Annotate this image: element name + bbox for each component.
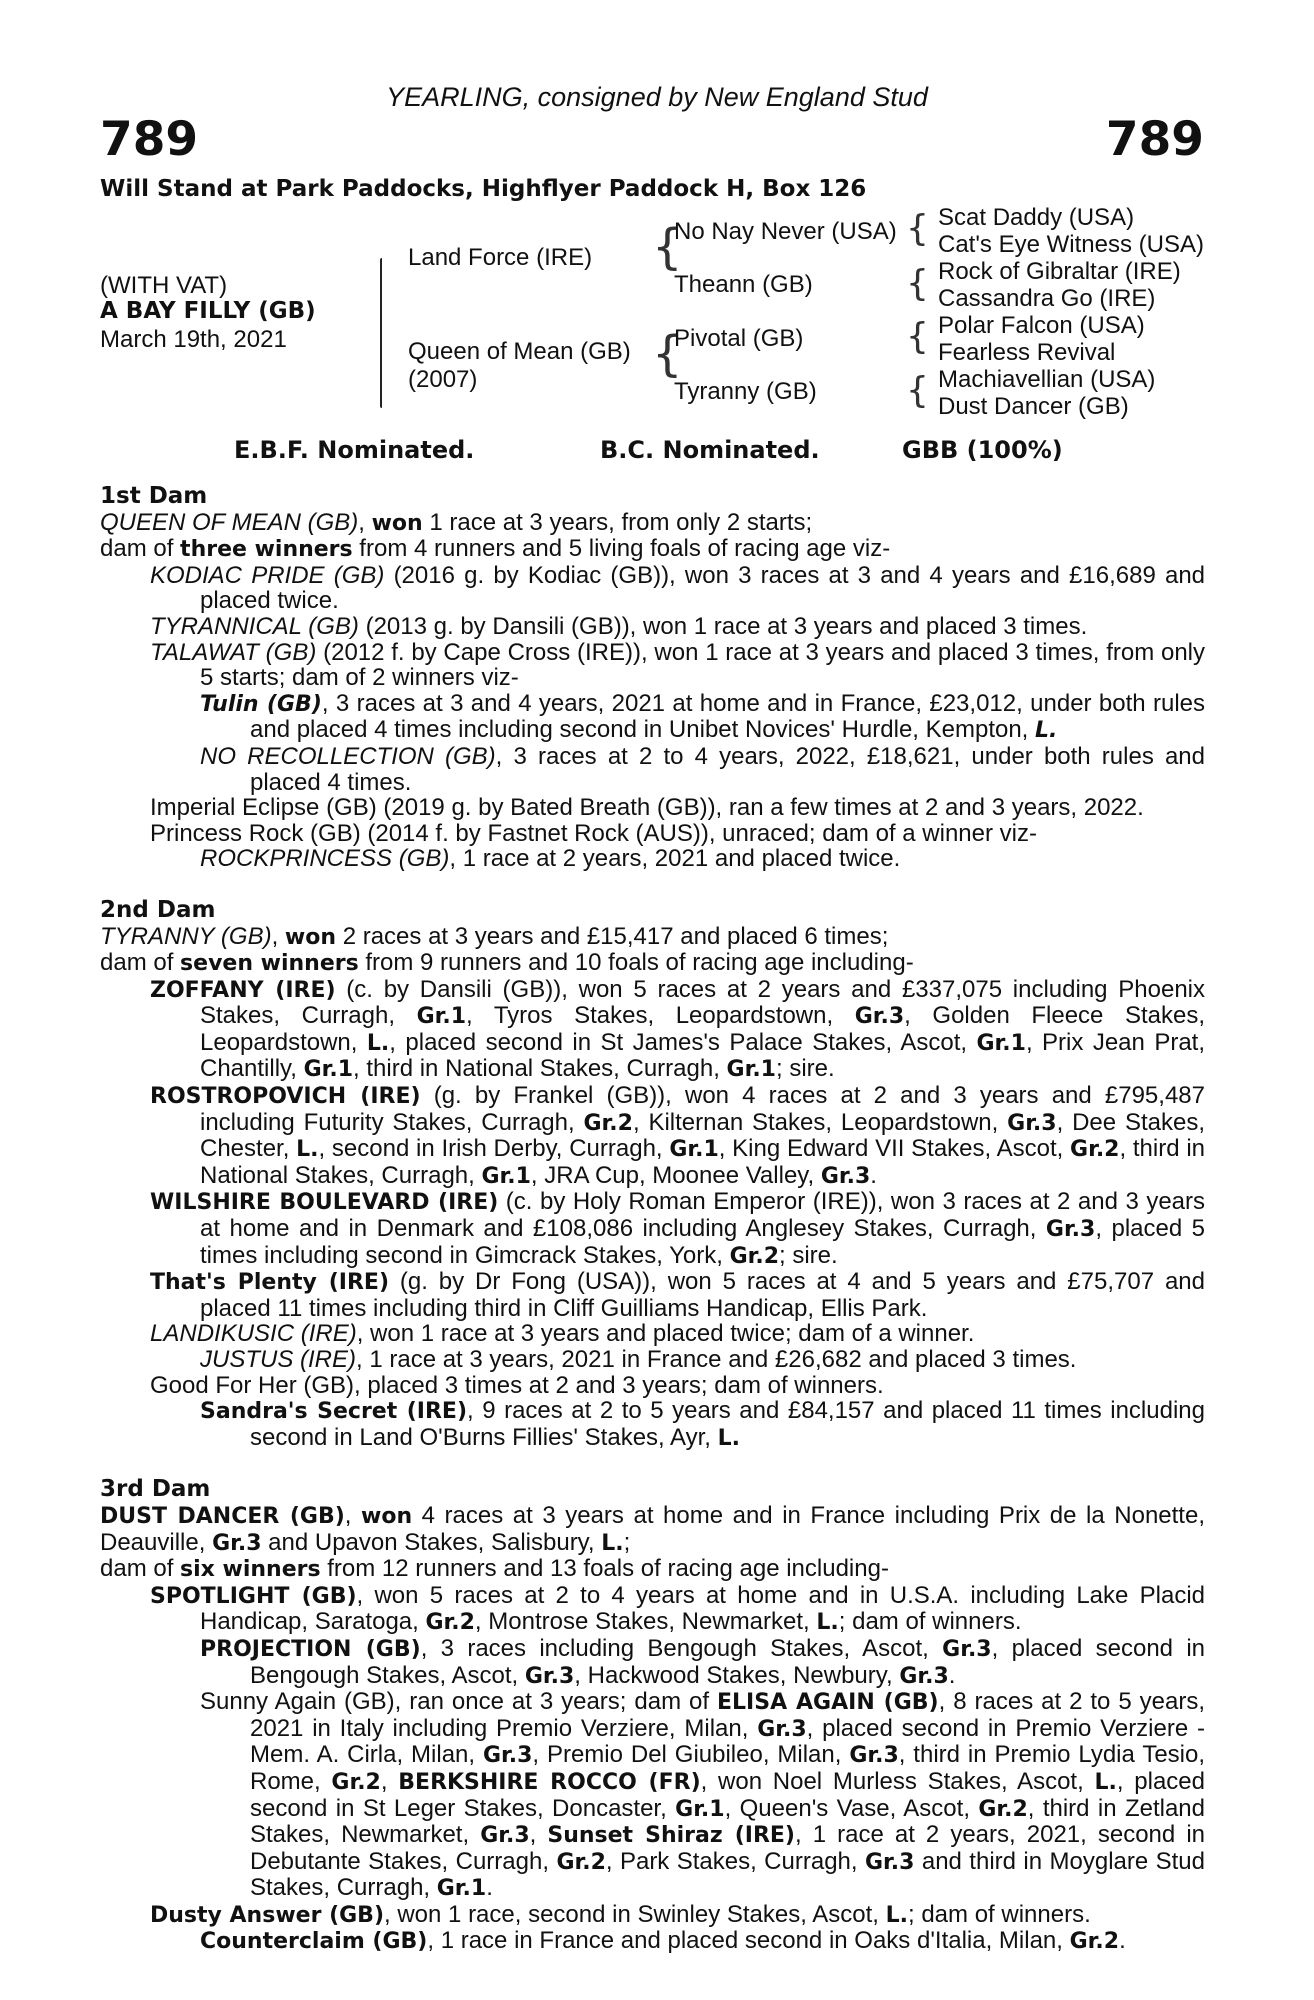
entry-text: , third in National Stakes, Curragh, [200,1135,1206,1189]
entry-highlight: Gr.3 [899,1663,949,1689]
entry-text: , third in National Stakes, Curragh, [353,1055,727,1083]
entry-paragraph [100,924,1205,951]
entry-highlight: TYRANNICAL (GB) [150,612,359,640]
entry-text: , 8 races at 2 to 5 years, 2021 in Italy including Premio Verziere, Milan, [250,1688,1205,1742]
entry-highlight: L. [717,1425,741,1451]
entry-highlight: Gr.1 [675,1796,725,1822]
entry-paragraph [100,614,1205,640]
entry-paragraph [100,1321,1205,1347]
entry-text: , 1 race at 3 years, 2021 in France and £26,682 and placed 3 times. [356,1346,1077,1373]
entry-highlight: KODIAC PRIDE (GB) [150,561,385,589]
entry-highlight: ROCKPRINCESS (GB) [200,845,450,873]
dd-brace: { [906,370,929,411]
entry-text: ; [623,1528,631,1556]
sire-dam: Theann (GB) [674,271,813,298]
entry-text: (g. by Frankel (GB)), won 4 races at 2 and 3 years and £795,487 including Futurity Stakes, Curragh, [200,1082,1205,1136]
ss-brace: { [906,208,929,249]
catalogue-body [100,484,1205,1955]
entry-highlight: Gr.1 [976,1030,1026,1056]
entry-highlight: Gr.2 [729,1243,780,1269]
entry-text: , won 5 races at 2 to 4 years at home and in U.S.A. including Lake Placid Handicap, Saratoga, [200,1581,1206,1636]
entry-highlight: seven winners [180,951,359,977]
entry-text: . [948,1661,956,1689]
entry-highlight: Sunset Shiraz (IRE) [547,1823,795,1849]
dam-brace: { [652,326,683,382]
entry-text: , Golden Fleece Stakes, Leopardstown, [200,1002,1206,1056]
sire-name: Land Force (IRE) [408,244,593,271]
entry-text: and third in Moyglare Stud Stakes, Curragh, [250,1847,1206,1902]
entry-highlight: Gr.3 [1007,1110,1057,1136]
entry-text: (g. by Dr Fong (USA)), won 5 races at 4 and 5 years and £75,707 and placed 11 times including third in Cliff Guilliams Handicap, Ellis Park. [200,1268,1205,1322]
entry-highlight: Gr.3 [524,1663,575,1689]
entry-text: , third in Zetland Stakes, Newmarket, [250,1794,1206,1849]
entry-paragraph [100,1583,1205,1636]
entry-text: dam of [100,949,181,977]
entry-highlight: L. [1035,718,1058,744]
entry-text: , [529,1821,548,1849]
dam-name: Queen of Mean (GB) [408,338,631,365]
entry-highlight: SPOTLIGHT (GB) [150,1583,357,1609]
entry-highlight: Tulin (GB) [200,691,322,717]
section-title: 1st Dam [100,483,208,509]
entry-highlight: L. [885,1902,908,1928]
section-title: 3rd Dam [100,1476,211,1503]
entry-highlight: NO RECOLLECTION (GB) [200,742,496,770]
entry-text: , second in Irish Derby, Curragh, [318,1135,670,1163]
entry-text: ; sire. [779,1241,838,1269]
entry-paragraph [100,1398,1205,1451]
entry-highlight: Gr.2 [1069,1929,1120,1955]
gbb-percentage: GBB (100%) [902,436,1063,464]
entry-text: , 1 race at 2 years, 2021 and placed twice. [449,845,901,873]
entry-text: , 9 races at 2 to 5 years and £84,157 and placed 11 times including second in Land O'Burns Fillies' Stakes, Ayr, [250,1397,1205,1451]
entry-paragraph [100,977,1205,1083]
entry-text: , 3 races at 2 to 4 years, 2022, £18,621, under both rules and placed 4 times. [250,742,1206,796]
gg-ddd: Dust Dancer (GB) [938,393,1129,420]
entry-highlight: Gr.1 [436,1876,487,1902]
entry-text: . [486,1874,493,1902]
entry-text: (2013 g. by Dansili (GB)), won 1 race at 3 years and placed 3 times. [358,612,1088,640]
entry-text: dam of [100,535,181,563]
entry-text: Princess Rock (GB) (2014 f. by Fastnet Rock (AUS)), unraced; dam of a winner viz- [150,819,1037,847]
entry-text: , placed 5 times including second in Gimcrack Stakes, York, [200,1215,1206,1269]
entry-highlight: Dusty Answer (GB) [150,1902,385,1928]
entry-text: , placed second in Bengough Stakes, Ascot, [250,1634,1206,1689]
ebf-nomination: E.B.F. Nominated. [234,436,475,464]
entry-highlight: Gr.3 [757,1716,807,1742]
entry-paragraph [100,1636,1205,1689]
entry-paragraph [100,1928,1205,1955]
entry-highlight: Gr.2 [556,1849,606,1875]
entry-text: . [870,1161,877,1189]
entry-highlight: TALAWAT (GB) [150,638,317,666]
entry-paragraph [100,691,1205,744]
entry-paragraph [100,1556,1205,1583]
entry-highlight: Gr.3 [854,1004,905,1030]
entry-paragraph [100,563,1205,614]
sire-brace: { [652,219,683,275]
entry-highlight: Gr.3 [212,1530,262,1556]
entry-paragraph [100,640,1205,691]
entry-text: , 3 races at 3 and 4 years, 2021 at home and in France, £23,012, under both rules and placed 4 times including second in Unibet Novices' Hurdle, Kempton, [250,689,1205,744]
entry-text: , won 1 race, second in Swinley Stakes, Ascot, [384,1900,886,1928]
entry-paragraph [100,1083,1205,1189]
entry-text: , JRA Cup, Moonee Valley, [530,1161,821,1189]
entry-highlight: won [284,924,337,950]
entry-text: , placed second in Premio Verziere - Mem. A. Cirla, Milan, [250,1714,1206,1769]
entry-text: , Hackwood Stakes, Newbury, [574,1661,900,1689]
section-gap [100,872,1205,898]
entry-paragraph [100,1269,1205,1321]
entry-text: , [271,922,285,950]
entry-paragraph [100,744,1205,795]
entry-highlight: L. [816,1610,839,1636]
entry-text: ; dam of winners. [908,1900,1091,1928]
entry-paragraph [100,1373,1205,1399]
entry-highlight: Gr.1 [481,1163,531,1189]
entry-text: and Upavon Stakes, Salisbury, [261,1528,602,1556]
sd-brace: { [906,263,929,304]
entry-text: Sunny Again (GB), ran once at 3 years; dam of [200,1688,717,1716]
entry-highlight: Gr.2 [1070,1137,1120,1163]
entry-paragraph [100,1689,1205,1902]
entry-highlight: Gr.2 [425,1610,475,1636]
entry-text: (c. by Holy Roman Emperor (IRE)), won 3 races at 2 and 3 years at home and in Denmark and £108,086 including Anglesey Stakes, Curragh, [200,1188,1206,1243]
entry-highlight: won [361,1503,413,1529]
entry-text: , [380,1767,399,1795]
entry-paragraph [100,1902,1205,1929]
entry-paragraph [100,510,1205,537]
entry-highlight: Gr.2 [583,1110,633,1136]
entry-text: , Premio Del Giubileo, Milan, [532,1741,850,1769]
entry-highlight: Counterclaim (GB) [200,1929,428,1955]
entry-highlight: three winners [180,537,353,563]
entry-highlight: That's Plenty (IRE) [150,1270,389,1296]
entry-highlight: Gr.3 [1045,1217,1096,1243]
entry-highlight: won [371,510,423,536]
entry-text: , Tyros Stakes, Leopardstown, [466,1002,855,1030]
section-gap [100,1451,1205,1477]
entry-text: 2 races at 3 years and £15,417 and placed 6 times; [336,922,889,950]
entry-text: , [344,1501,362,1529]
entry-highlight: BERKSHIRE ROCCO (FR) [398,1769,701,1795]
entry-text: ; dam of winners. [838,1608,1022,1636]
entry-highlight: Gr.1 [416,1004,467,1030]
entry-highlight: DUST DANCER (GB) [100,1503,345,1529]
entry-paragraph [100,1503,1205,1556]
entry-text: dam of [100,1555,181,1583]
entry-highlight: PROJECTION (GB) [200,1636,421,1662]
entry-text: , won Noel Murless Stakes, Ascot, [700,1767,1095,1795]
entry-text: (2016 g. by Kodiac (GB)), won 3 races at 3 and 4 years and £16,689 and placed twice. [200,561,1206,615]
entry-text: , 1 race in France and placed second in Oaks d'Italia, Milan, [427,1927,1070,1955]
bc-nomination: B.C. Nominated. [600,436,820,464]
entry-highlight: L. [601,1530,624,1556]
entry-paragraph [100,1347,1205,1373]
entry-text: , 1 race at 2 years, 2021, second in Debutante Stakes, Curragh, [250,1821,1205,1875]
entry-highlight: Gr.3 [482,1743,533,1769]
entry-highlight: Gr.3 [820,1163,871,1189]
entry-highlight: Gr.1 [669,1137,719,1163]
entry-text: , Queen's Vase, Ascot, [724,1794,979,1822]
entry-highlight: Gr.3 [864,1849,915,1875]
entry-text: , third in Premio Lydia Tesio, Rome, [250,1741,1206,1795]
entry-highlight: Gr.3 [849,1743,899,1769]
entry-text: , placed second in St Leger Stakes, Doncaster, [250,1767,1205,1822]
entry-text: from 12 runners and 13 foals of racing age including- [320,1555,889,1583]
entry-text: , Prix Jean Prat, Chantilly, [200,1028,1206,1083]
entry-text: Good For Her (GB), placed 3 times at 2 and 3 years; dam of winners. [150,1371,884,1399]
gg-dsd: Fearless Revival [938,339,1116,366]
entry-paragraph [100,536,1205,563]
entry-highlight: Gr.1 [726,1057,776,1083]
horse-description: A BAY FILLY (GB) [100,298,316,324]
lot-number-right: 789 [1105,112,1204,167]
entry-text: , [358,508,372,536]
entry-text: . [1119,1927,1126,1955]
dam-dam: Tyranny (GB) [674,378,817,405]
consignment-header: YEARLING, consigned by New England Stud [386,82,928,112]
entry-paragraph [100,1189,1205,1269]
entry-text: from 9 runners and 10 foals of racing age including- [358,949,914,977]
entry-text: , Montrose Stakes, Newmarket, [474,1608,817,1636]
entry-highlight: Gr.1 [303,1057,354,1083]
entry-highlight: QUEEN OF MEAN (GB) [100,508,359,536]
entry-highlight: L. [366,1030,390,1056]
entry-text: , won 1 race at 3 years and placed twice; dam of a winner. [356,1320,975,1348]
entry-text: ; sire. [775,1055,835,1083]
entry-highlight: TYRANNY (GB) [100,922,272,950]
dam-sire: Pivotal (GB) [674,325,804,352]
entry-text: , Kilternan Stakes, Leopardstown, [632,1108,1008,1136]
pedigree-brace [380,258,382,408]
entry-highlight: Gr.3 [942,1636,992,1662]
entry-text: , Park Stakes, Curragh, [605,1847,865,1875]
entry-text: , Dee Stakes, Chester, [200,1108,1205,1163]
entry-paragraph [100,846,1205,872]
entry-highlight: Gr.2 [331,1769,381,1795]
entry-highlight: L. [1094,1769,1117,1795]
entry-text: (c. by Dansili (GB)), won 5 races at 2 years and £337,075 including Phoenix Stakes, Curragh, [200,975,1205,1030]
entry-highlight: WILSHIRE BOULEVARD (IRE) [150,1190,499,1216]
gg-sds: Rock of Gibraltar (IRE) [938,258,1181,285]
entry-text: , King Edward VII Stakes, Ascot, [718,1135,1071,1163]
entry-highlight: LANDIKUSIC (IRE) [150,1320,357,1348]
entry-paragraph [100,795,1205,821]
entry-text: 1 race at 3 years, from only 2 starts; [422,508,813,536]
ds-brace: { [906,316,929,357]
entry-highlight: L. [296,1137,319,1163]
entry-text: Imperial Eclipse (GB) (2019 g. by Bated Breath (GB)), ran a few times at 2 and 3 years, 2022. [150,794,1144,822]
entry-highlight: six winners [180,1557,321,1583]
foaling-date: March 19th, 2021 [100,326,287,353]
gg-ssd: Cat's Eye Witness (USA) [938,231,1204,258]
entry-highlight: Gr.3 [480,1823,530,1849]
dam-year: (2007) [408,366,478,393]
entry-highlight: JUSTUS (IRE) [200,1346,356,1373]
gg-sss: Scat Daddy (USA) [938,204,1135,231]
section-title: 2nd Dam [100,896,216,923]
gg-dds: Machiavellian (USA) [938,366,1156,393]
entry-text: (2012 f. by Cape Cross (IRE)), won 1 race at 3 years and placed 3 times, from only 5 starts; dam of 2 winners viz- [200,638,1205,692]
entry-text: , placed second in St James's Palace Stakes, Ascot, [389,1028,977,1056]
location-line: Will Stand at Park Paddocks, Highflyer Paddock H, Box 126 [100,176,867,202]
gg-dss: Polar Falcon (USA) [938,312,1145,339]
entry-paragraph [100,950,1205,977]
entry-text: , 3 races including Bengough Stakes, Ascot, [420,1634,943,1662]
entry-highlight: ZOFFANY (IRE) [150,977,336,1003]
entry-text: from 4 runners and 5 living foals of racing age viz- [352,535,891,563]
entry-paragraph [100,821,1205,847]
entry-text: 4 races at 3 years at home and in France including Prix de la Nonette, Deauville, [100,1501,1205,1556]
sire-sire: No Nay Never (USA) [674,218,897,245]
vat-note: (WITH VAT) [100,272,228,299]
entry-highlight: ELISA AGAIN (GB) [717,1690,939,1716]
entry-highlight: ROSTROPOVICH (IRE) [150,1084,421,1110]
entry-highlight: Gr.2 [978,1796,1028,1822]
gg-sdd: Cassandra Go (IRE) [938,285,1156,312]
entry-highlight: Sandra's Secret (IRE) [200,1399,468,1425]
lot-number-left: 789 [100,112,199,167]
